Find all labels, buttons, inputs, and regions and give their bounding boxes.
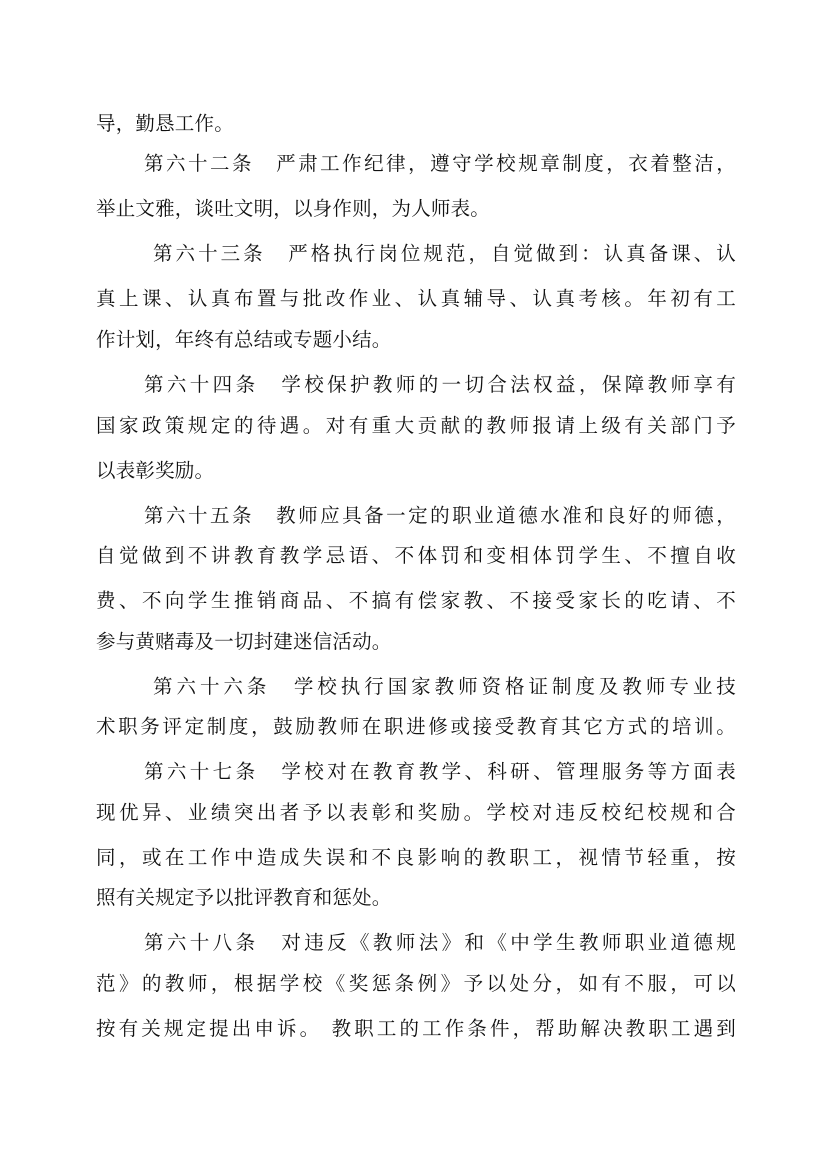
text-line: 术职务评定制度，鼓励教师在职进修或接受教育其它方式的培训。: [96, 715, 736, 738]
text-line: 同，或在工作中造成失误和不良影响的教职工，视情节轻重，按: [96, 846, 736, 869]
article-62-heading-line: 第六十二条 严肃工作纪律，遵守学校规章制度，衣着整洁，: [144, 152, 736, 175]
text-line: 费、不向学生推销商品、不搞有偿家教、不接受家长的吃请、不: [96, 589, 736, 612]
text-line: 现优异、业绩突出者予以表彰和奖励。学校对违反校纪校规和合: [96, 801, 736, 824]
text-line: 导，勤恳工作。: [96, 112, 234, 135]
text-line: 真上课、认真布置与批改作业、认真辅导、认真考核。年初有工: [96, 287, 736, 310]
text-line: 国家政策规定的待遇。对有重大贡献的教师报请上级有关部门予: [96, 414, 736, 437]
text-line: 自觉做到不讲教育教学忌语、不体罚和变相体罚学生、不擅自收: [96, 544, 736, 567]
article-68-heading-line: 第六十八条 对违反《教师法》和《中学生教师职业道德规: [144, 931, 736, 954]
article-64-heading-line: 第六十四条 学校保护教师的一切合法权益，保障教师享有: [144, 373, 736, 396]
text-line: 照有关规定予以批评教育和惩处。: [96, 886, 392, 909]
text-line: 作计划，年终有总结或专题小结。: [96, 328, 392, 351]
text-line: 按有关规定提出申诉。 教职工的工作条件，帮助解决教职工遇到: [96, 1017, 736, 1040]
text-line: 举止文雅，谈吐文明，以身作则，为人师表。: [96, 197, 491, 220]
article-67-heading-line: 第六十七条 学校对在教育教学、科研、管理服务等方面表: [144, 760, 736, 783]
article-66-heading-line: 第六十六条 学校执行国家教师资格证制度及教师专业技: [153, 675, 736, 698]
article-65-heading-line: 第六十五条 教师应具备一定的职业道德水准和良好的师德，: [144, 504, 736, 527]
text-line: 以表彰奖励。: [96, 459, 215, 482]
text-line: 范》的教师，根据学校《奖惩条例》予以处分，如有不服，可以: [96, 972, 736, 995]
text-line: 参与黄赌毒及一切封建迷信活动。: [96, 630, 392, 653]
article-63-heading-line: 第六十三条 严格执行岗位规范，自觉做到：认真备课、认: [153, 242, 736, 265]
